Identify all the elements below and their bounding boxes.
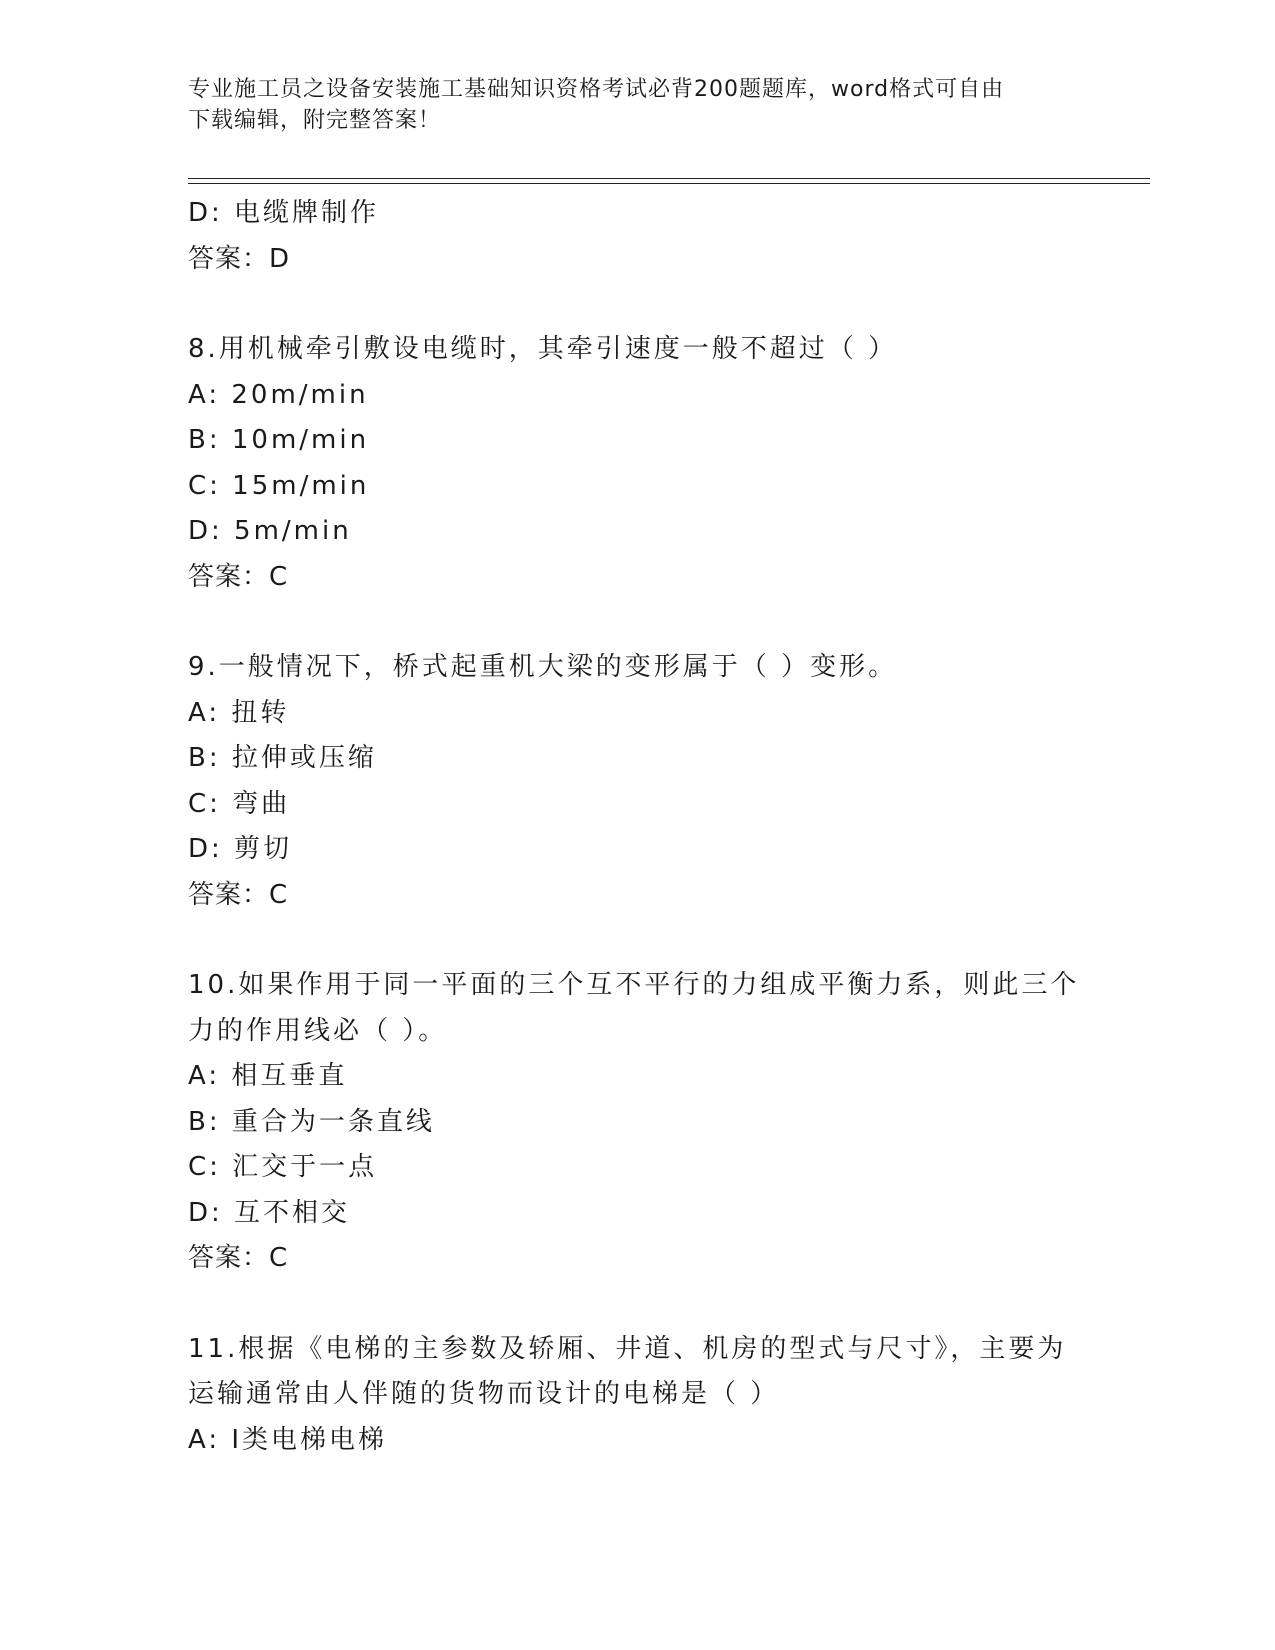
header-line-2: 下载编辑，附完整答案！ — [188, 108, 442, 133]
option-c: C: 弯曲 — [188, 788, 291, 819]
header-divider-bottom — [188, 183, 1150, 184]
answer: 答案：C — [188, 561, 289, 592]
question-9 — [188, 645, 1088, 918]
option-a: A: 扭转 — [188, 697, 290, 728]
option-d: D: 剪切 — [188, 834, 293, 864]
header-line-1: 专业施工员之设备安装施工基础知识资格考试必背200题题库，word格式可自由 — [188, 77, 1005, 102]
option-c: C: 15m/min — [188, 470, 370, 501]
question-stem-line-1: 11.根据《电梯的主参数及轿厢、井道、机房的型式与尺寸》，主要为 — [188, 1333, 1067, 1364]
option-d: D: 5m/min — [188, 516, 352, 546]
spacer — [188, 918, 1088, 963]
question-10 — [188, 963, 1088, 1282]
option-b: B: 10m/min — [188, 425, 370, 455]
option-b: B: 重合为一条直线 — [188, 1106, 435, 1137]
answer: 答案：C — [188, 879, 289, 910]
document-header — [188, 74, 1088, 136]
spacer — [188, 1282, 1088, 1327]
option-a: A: 相互垂直 — [188, 1061, 348, 1091]
question-stem: 8.用机械牵引敷设电缆时，其牵引速度一般不超过（ ） — [188, 334, 898, 364]
question-stem-line-2: 运输通常由人伴随的货物而设计的电梯是（ ） — [188, 1379, 780, 1409]
option-a: A: Ⅰ类电梯电梯 — [188, 1424, 388, 1455]
prev-answer: 答案：D — [188, 243, 291, 274]
option-c: C: 汇交于一点 — [188, 1152, 378, 1182]
question-stem-line-1: 10.如果作用于同一平面的三个互不平行的力组成平衡力系，则此三个 — [188, 970, 1080, 1000]
question-list — [188, 191, 1088, 1463]
header-divider-top — [188, 178, 1150, 179]
question-stem: 9.一般情况下，桥式起重机大梁的变形属于（ ）变形。 — [188, 652, 898, 682]
question-stem-line-2: 力的作用线必（ ）。 — [188, 1015, 448, 1046]
option-b: B: 拉伸或压缩 — [188, 743, 377, 773]
option-d: D: 互不相交 — [188, 1197, 351, 1228]
spacer — [188, 282, 1088, 327]
option-a: A: 20m/min — [188, 379, 369, 410]
question-11 — [188, 1327, 1088, 1464]
prev-option-d: D: 电缆牌制作 — [188, 198, 380, 228]
spacer — [188, 600, 1088, 645]
answer: 答案：C — [188, 1243, 289, 1273]
question-8 — [188, 327, 1088, 600]
